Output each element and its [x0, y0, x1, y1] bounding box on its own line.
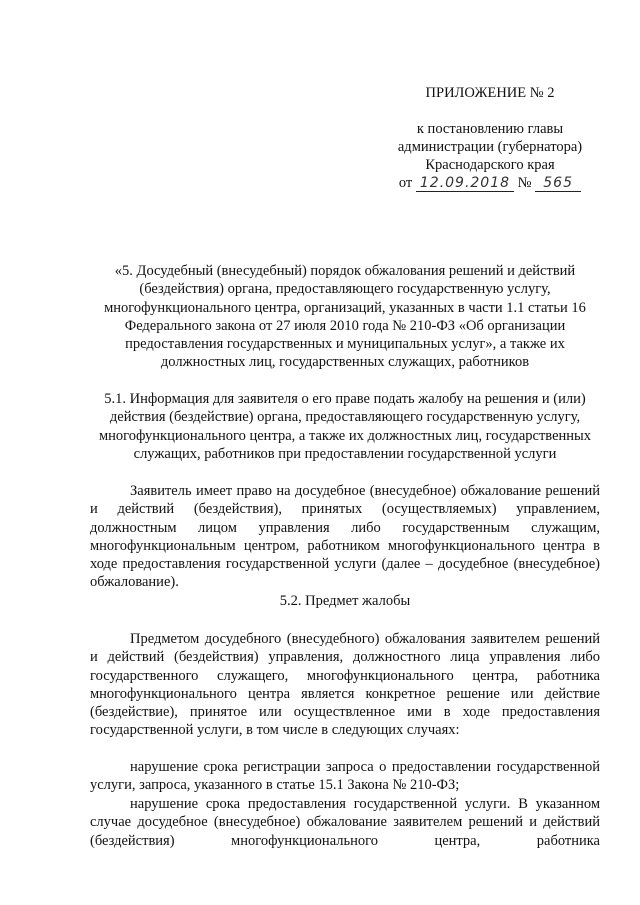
section-5-2-title: 5.2. Предмет жалобы	[279, 593, 411, 609]
date-number-line	[380, 174, 600, 192]
section-5-title: «5. Досудебный (внесудебный) порядок обжалования решений и действий (бездействия) органа, предоставляющего государственную услугу, многофункционального центра, организаций, указанных в части 1.1 статьи 16 Федерального закона от 27 июля 2010 года № 210-ФЗ «Об организации предоставления государственных и муниципальных услуг», а также их должностных лиц, государственных служащих, работников	[104, 263, 586, 371]
section-5-1-title: 5.1. Информация для заявителя о его праве подать жалобу на решения и (или) действия (бездействие) органа, предоставляющего государственную услугу, многофункционального центра, а также их должностных лиц, государственных служащих, работников при предоставлении государственной услуги	[98, 391, 592, 462]
case-item-1: нарушение срока регистрации запроса о предоставлении государственной услуги, запроса, указанного в статье 15.1 Закона № 210-ФЗ;	[90, 759, 600, 794]
resolution-line-1: к постановлению главы	[416, 121, 564, 137]
handwritten-number: 565	[535, 175, 581, 192]
case-item-2: нарушение срока предоставления государственной услуги. В указанном случае досудебное (внесудебное) обжалование заявителем решений и действий (бездействия) многофункционального центра, работника	[90, 796, 600, 849]
resolution-line-2: администрации (губернатора)	[397, 139, 583, 155]
resolution-line-3: Краснодарского края	[425, 157, 555, 173]
number-prefix: №	[517, 175, 532, 191]
appendix-header	[380, 84, 600, 192]
date-prefix: от	[398, 175, 413, 191]
appendix-title: ПРИЛОЖЕНИЕ № 2	[425, 85, 555, 101]
section-5-1-text: Заявитель имеет право на досудебное (внесудебное) обжалование решений и действий (бездействия), принятых (осуществляемых) управлением, должностным лицом управления либо государственным служащим, многофункциональным центром, работником многофункционального центра в ходе предоставления государственной услуги (далее – досудебное (внесудебное) обжалование).	[90, 483, 600, 591]
section-5-2-text: Предметом досудебного (внесудебного) обжалования заявителем решений и действий (бездействия) управления, должностного лица управления либо государственного служащего, многофункционального центра, работника многофункционального центра является конкретное решение или действие (бездействие), принятое или осуществленное ими в ходе предоставления государственной услуги, в том числе в следующих случаях:	[90, 631, 600, 739]
handwritten-date: 12.09.2018	[416, 175, 514, 192]
